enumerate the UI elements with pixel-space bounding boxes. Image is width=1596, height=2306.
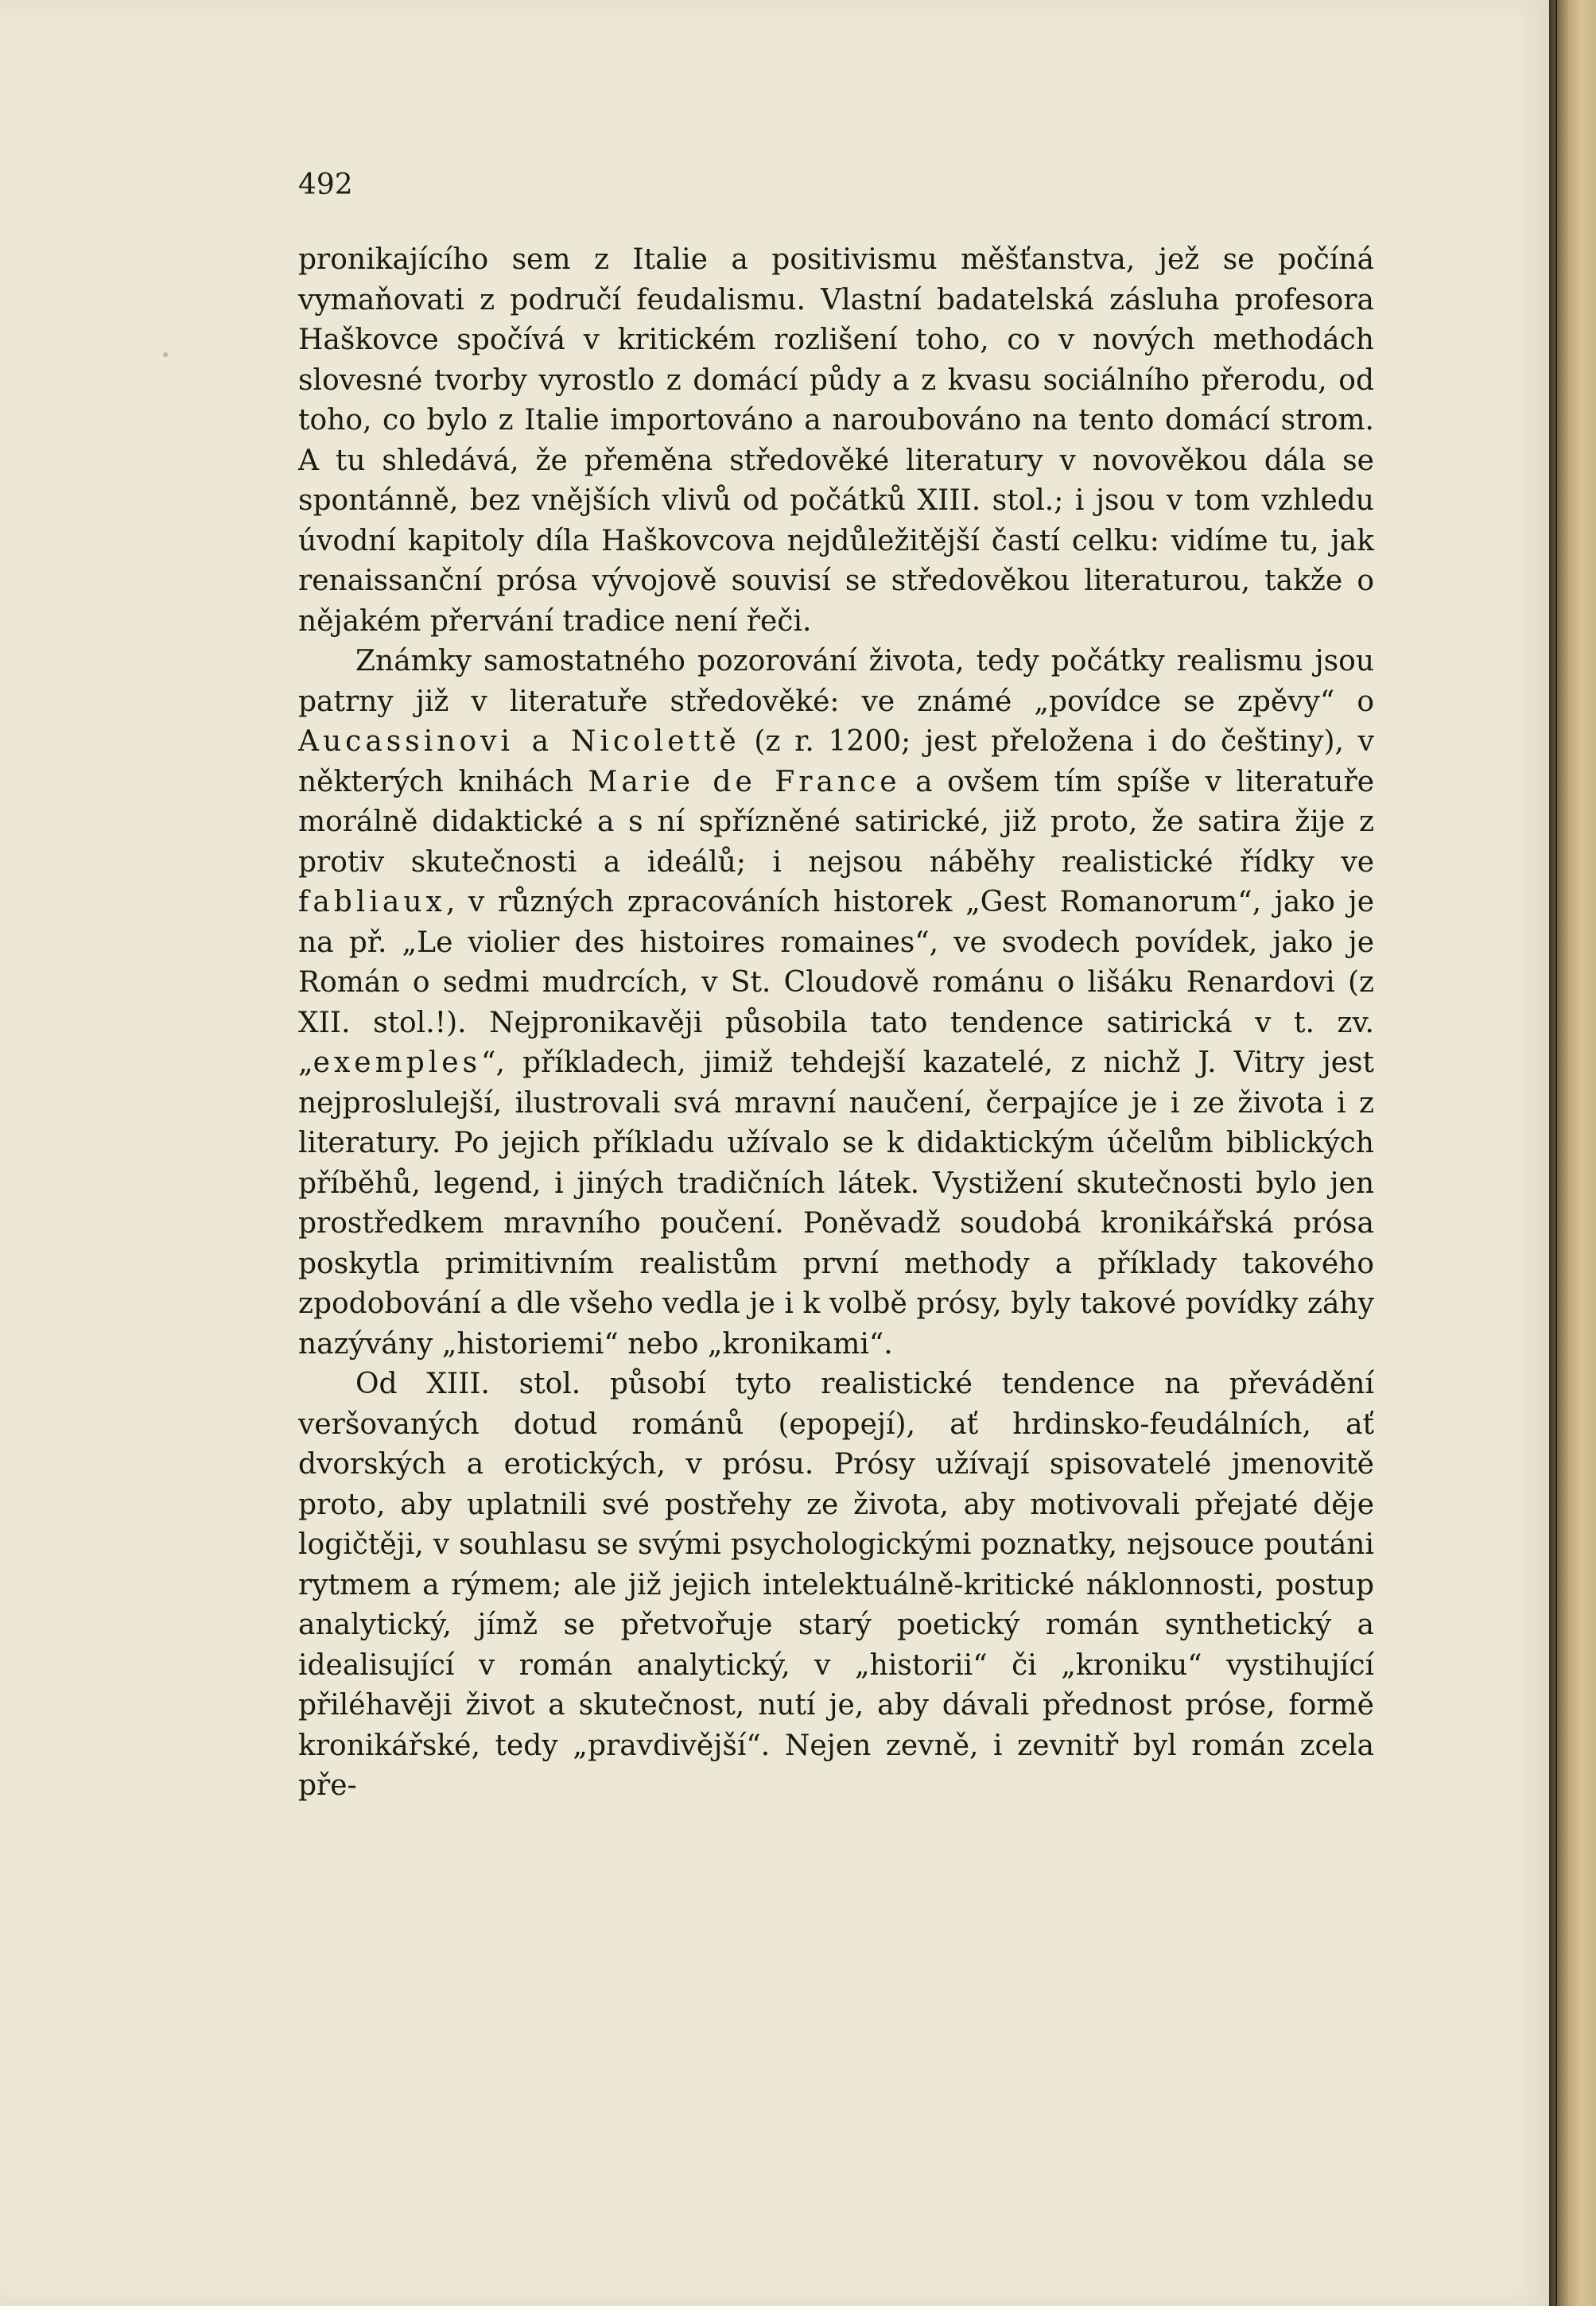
text-run: “, příkladech, jimiž tehdejší kazatelé, z nichž J. Vitry jest nejproslulejší, ilustrovali svá mravní naučení, čerpajíce je i ze života i z literatury. Po jejich příkladu užívalo se k didaktickým účelům biblických příběhů, legend, i jiných tradičních látek. Vystižení skutečnosti bylo jen prostředkem mravního poučení. Poněvadž soudobá kronikářská prósa poskytla primitivním realistům první methody a příklady takového zpodobování a dle všeho vedla je i k volbě prósy, byly takové povídky záhy nazývány „historiemi“ nebo „kronikami“.: [298, 1046, 1374, 1361]
margin-speck: [163, 352, 168, 357]
paragraph-3: [298, 1365, 1374, 1807]
spaced-title-aucassin: Aucassinovi a Nicolettě: [298, 725, 740, 758]
text-run: pronikajícího sem z Italie a positivismu měšťanstva, jež se počíná vymaňovati z područí feudalismu. Vlastní badatelská zásluha profesora Haškovce spočívá v kritickém rozlišení toho, co v nových methodách slovesné tvorby vyrostlo z domácí půdy a z kvasu sociálního přerodu, od toho, co bylo z Italie importováno a naroubováno na tento domácí strom. A tu shledává, že přeměna středověké literatury v novověkou dála se spontánně, bez vnějších vlivů od počátků XIII. stol.; i jsou v tom vzhledu úvodní kapitoly díla Haškovcova nejdůležitější častí celku: vidíme tu, jak renaissanční prósa vývojově souvisí se středověkou literaturou, takže o nějakém přervání tradice není řeči.: [298, 243, 1374, 638]
spaced-term-exemples: exemples: [313, 1046, 482, 1079]
spaced-author-marie: Marie de France: [588, 765, 901, 798]
text-run: (z r. 1200; jest přeložena i do češtiny), v některých knihách: [298, 725, 1374, 798]
page-number: 492: [298, 169, 353, 201]
body-text: [298, 240, 1374, 1807]
text-run: , v různých zpracováních historek „Gest Romanorum“, jako je na př. „Le violier des histoires romaines“, ve svodech povídek, jako je Román o sedmi mudrcích, v St. Cloudově románu o lišáku Renardovi (z XII. stol.!). Nejpronikavěji působila tato tendence satirická v t. zv. „: [298, 886, 1374, 1079]
text-run: Od XIII. stol. působí tyto realistické tendence na převádění veršovaných dotud románů (epopejí), ať hrdinsko-feudálních, ať dvorských a erotických, v prósu. Prósy užívají spisovatelé jmenovitě proto, aby uplatnili své postřehy ze života, aby motivovali přejaté děje logičtěji, v souhlasu se svými psychologickými poznatky, nejsouce poutáni rytmem a rýmem; ale již jejich intelektuálně-kritické náklonnosti, postup analytický, jímž se přetvořuje starý poetický román synthetický a idealisující v román analytický, v „historii“ či „kroniku“ vystihující přiléhavěji život a skutečnost, nutí je, aby dávali přednost próse, formě kronikářské, tedy „pravdivější“. Nejen zevně, i zevnitř byl román zcela pře-: [298, 1368, 1374, 1802]
text-run: Známky samostatného pozorování života, tedy počátky realismu jsou patrny již v literatuře středověké: ve známé „povídce se zpěvy“ o: [298, 645, 1374, 718]
book-spine-edge: [1549, 0, 1596, 2306]
edge-rule: [1555, 0, 1557, 2306]
spaced-term-fabliaux: fabliaux: [298, 886, 446, 918]
paragraph-2: [298, 642, 1374, 1365]
text-run: a ovšem tím spíše v literatuře morálně didaktické a s ní spřízněné satirické, již proto, že satira žije z protiv skutečnosti a ideálů; i nejsou náběhy realistické řídky ve: [298, 765, 1374, 879]
paragraph-1: [298, 240, 1374, 642]
